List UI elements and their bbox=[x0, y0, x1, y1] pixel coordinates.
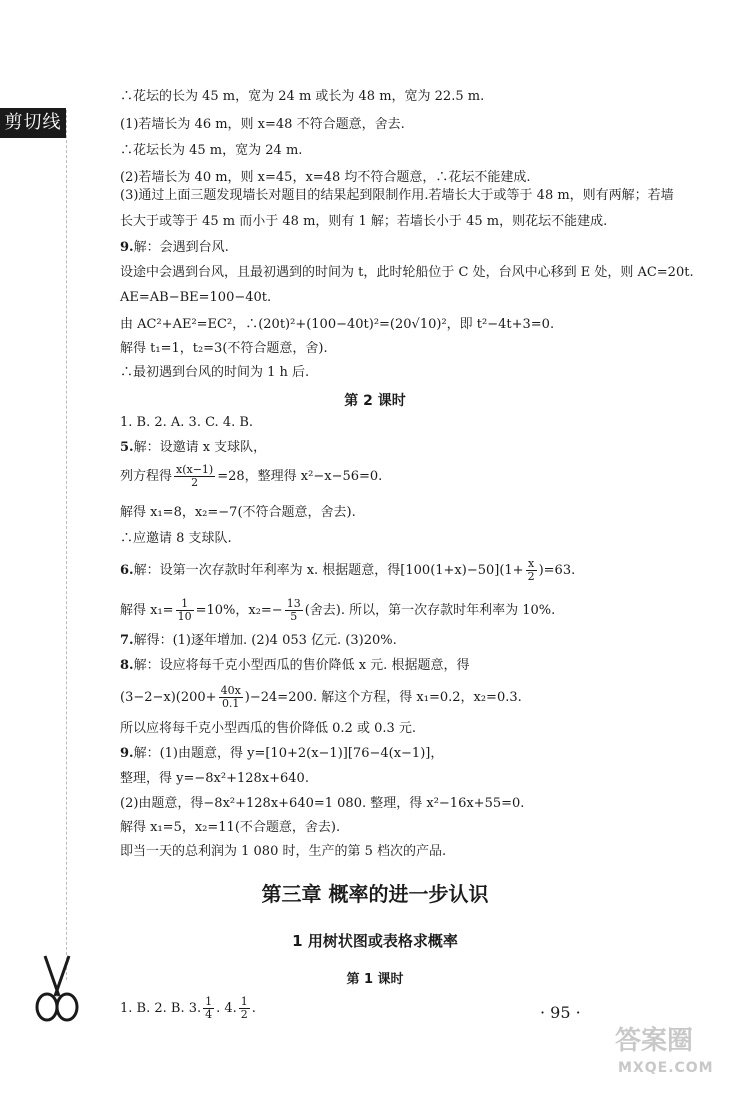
text-line: 所以应将每千克小型西瓜的售价降低 0.2 或 0.3 元. bbox=[120, 721, 417, 736]
cut-line bbox=[66, 110, 67, 980]
fraction: $\frac{x(x-1)}{2}$ bbox=[176, 463, 214, 489]
text-line: AE=AB−BE=100−40t. bbox=[120, 290, 272, 305]
text-line: 解得 x₁=8，x₂=−7(不符合题意，舍去). bbox=[120, 505, 356, 520]
text-line: (2)由题意，得−8x²+128x+640=1 080. 整理，得 x²−16x+55=0. bbox=[120, 796, 525, 811]
text-line: 整理，得 y=−8x²+128x+640. bbox=[120, 771, 309, 786]
choice-answers: 1. B. 2. B. 3. $\frac{1}{4}$ . 4. $\frac{1}{2}$ . bbox=[120, 995, 256, 1021]
question-6-solution: 解得 x₁= $\frac{1}{10}$ =10%，x₂=− $\frac{13}{5}$ (舍去). 所以，第一次存款时年利率为 10%. bbox=[120, 597, 556, 623]
question-7: 7.解得：(1)逐年增加. (2)4 053 亿元. (3)20%. bbox=[120, 633, 397, 648]
text-line: 由 AC²+AE²=EC²，∴(20t)²+(100−40t)²=(20√10)²，即 t²−4t+3=0. bbox=[120, 317, 555, 332]
fraction: $\frac{1}{4}$ bbox=[205, 995, 213, 1021]
scissors-icon bbox=[25, 952, 89, 1022]
watermark-url: MXQE.COM bbox=[618, 1060, 714, 1076]
text-line: ∴花坛的长为 45 m，宽为 24 m 或长为 48 m，宽为 22.5 m. bbox=[120, 89, 485, 104]
lesson-title: 第 1 课时 bbox=[346, 972, 404, 987]
question-9b: 9.解：(1)由题意，得 y=[10+2(x−1)][76−4(x−1)]， bbox=[120, 746, 444, 761]
page-number: · 95 · bbox=[540, 1003, 581, 1022]
text-line: ∴最初遇到台风的时间为 1 h 后. bbox=[120, 365, 310, 380]
question-8-equation: (3−2−x)(200+ $\frac{40x}{0.1}$ )−24=200. 解这个方程，得 x₁=0.2，x₂=0.3. bbox=[120, 684, 522, 710]
question-8: 8.解：设应将每千克小型西瓜的售价降低 x 元. 根据题意，得 bbox=[120, 658, 470, 673]
fraction: $\frac{13}{5}$ bbox=[286, 597, 301, 623]
question-5-equation: 列方程得 $\frac{x(x-1)}{2}$ =28，整理得 x²−x−56=0. bbox=[120, 463, 383, 489]
fraction: $\frac{1}{10}$ bbox=[177, 597, 192, 623]
question-6: 6.解：设第一次存款时年利率为 x. 根据题意，得[100(1+x)−50](1+ $\frac{x}{2}$ )=63. bbox=[120, 557, 576, 583]
text-line: 长大于或等于 45 m 而小于 48 m，则有 1 解；若墙长小于 45 m，则花坛不能建成. bbox=[120, 214, 608, 229]
text-line: 解得 x₁=5，x₂=11(不合题意，舍去). bbox=[120, 820, 341, 835]
chapter-title: 第三章 概率的进一步认识 bbox=[261, 882, 489, 906]
watermark-logo: 答案圈 bbox=[615, 1026, 694, 1056]
question-5: 5.解：设邀请 x 支球队， bbox=[120, 440, 267, 455]
text-line: 设途中会遇到台风，且最初遇到的时间为 t，此时轮船位于 C 处，台风中心移到 E 处，则 AC=20t. bbox=[120, 265, 694, 280]
text-line: ∴应邀请 8 支球队. bbox=[120, 531, 232, 546]
cut-line-label: 剪切线 bbox=[0, 108, 66, 138]
choice-answers: 1. B. 2. A. 3. C. 4. B. bbox=[120, 415, 254, 430]
text-line: (1)若墙长为 46 m，则 x=48 不符合题意，舍去. bbox=[120, 117, 405, 132]
text-line: 解得 t₁=1，t₂=3(不符合题意，舍). bbox=[120, 341, 328, 356]
section-title: 1 用树状图或表格求概率 bbox=[292, 932, 458, 950]
text-line: ∴花坛长为 45 m，宽为 24 m. bbox=[120, 143, 303, 158]
text-line: 即当一天的总利润为 1 080 时，生产的第 5 档次的产品. bbox=[120, 844, 447, 859]
fraction: $\frac{40x}{0.1}$ bbox=[220, 684, 241, 710]
text-line: (3)通过上面三题发现墙长对题目的结果起到限制作用.若墙长大于或等于 48 m，则有两解；若墙 bbox=[120, 188, 674, 203]
text-line: (2)若墙长为 40 m，则 x=45，x=48 均不符合题意，∴花坛不能建成. bbox=[120, 170, 531, 185]
question-9: 9.解：会遇到台风. bbox=[120, 240, 229, 255]
fraction: $\frac{x}{2}$ bbox=[527, 557, 535, 583]
fraction: $\frac{1}{2}$ bbox=[240, 995, 248, 1021]
lesson-title: 第 2 课时 bbox=[344, 393, 406, 409]
